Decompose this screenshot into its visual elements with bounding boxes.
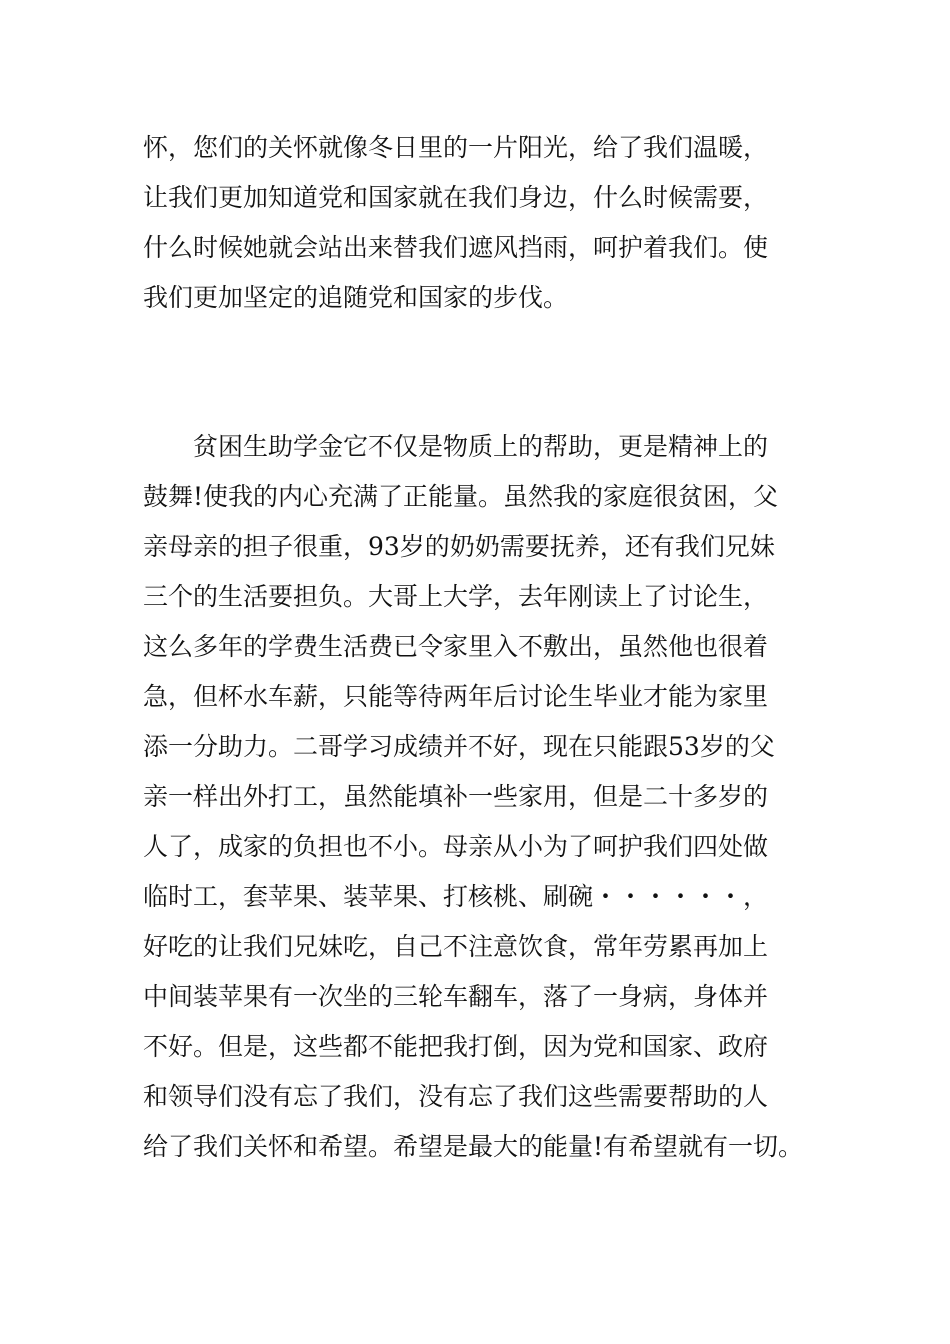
paragraph-line: 让我们更加知道党和国家就在我们身边，什么时候需要， [143, 183, 769, 212]
paragraph-line: 好吃的让我们兄妹吃，自己不注意饮食，常年劳累再加上 [143, 932, 769, 961]
paragraph-line: 急，但杯水车薪，只能等待两年后讨论生毕业才能为家里 [143, 682, 769, 711]
paragraph-line: 什么时候她就会站出来替我们遮风挡雨，呵护着我们。使 [143, 233, 769, 262]
paragraph-line: 添一分助力。二哥学习成绩并不好，现在只能跟53岁的父 [143, 732, 775, 761]
paragraph-1 [143, 123, 808, 323]
paragraph-line: 亲一样出外打工，虽然能填补一些家用，但是二十多岁的 [143, 782, 769, 811]
paragraph-2 [143, 422, 808, 1172]
paragraph-line: 临时工，套苹果、装苹果、打核桃、刷碗・・・・・・， [143, 882, 769, 911]
paragraph-line: 贫困生助学金它不仅是物质上的帮助，更是精神上的 [193, 432, 769, 461]
paragraph-line: 人了，成家的负担也不小。母亲从小为了呵护我们四处做 [143, 832, 769, 861]
paragraph-line: 和领导们没有忘了我们，没有忘了我们这些需要帮助的人 [143, 1082, 769, 1111]
paragraph-line: 不好。但是，这些都不能把我打倒，因为党和国家、政府 [143, 1032, 769, 1061]
paragraph-line: 我们更加坚定的追随党和国家的步伐。 [143, 283, 569, 312]
paragraph-line: 三个的生活要担负。大哥上大学，去年刚读上了讨论生， [143, 582, 769, 611]
paragraph-line: 这么多年的学费生活费已令家里入不敷出，虽然他也很着 [143, 632, 769, 661]
paragraph-line: 给了我们关怀和希望。希望是最大的能量!有希望就有一切。 [143, 1132, 804, 1161]
paragraph-line: 中间装苹果有一次坐的三轮车翻车，落了一身病，身体并 [143, 982, 769, 1011]
paragraph-line: 亲母亲的担子很重，93岁的奶奶需要抚养，还有我们兄妹 [143, 532, 775, 561]
paragraph-line: 鼓舞!使我的内心充满了正能量。虽然我的家庭很贫困，父 [143, 482, 779, 511]
paragraph-line: 怀，您们的关怀就像冬日里的一片阳光，给了我们温暖， [143, 133, 769, 162]
